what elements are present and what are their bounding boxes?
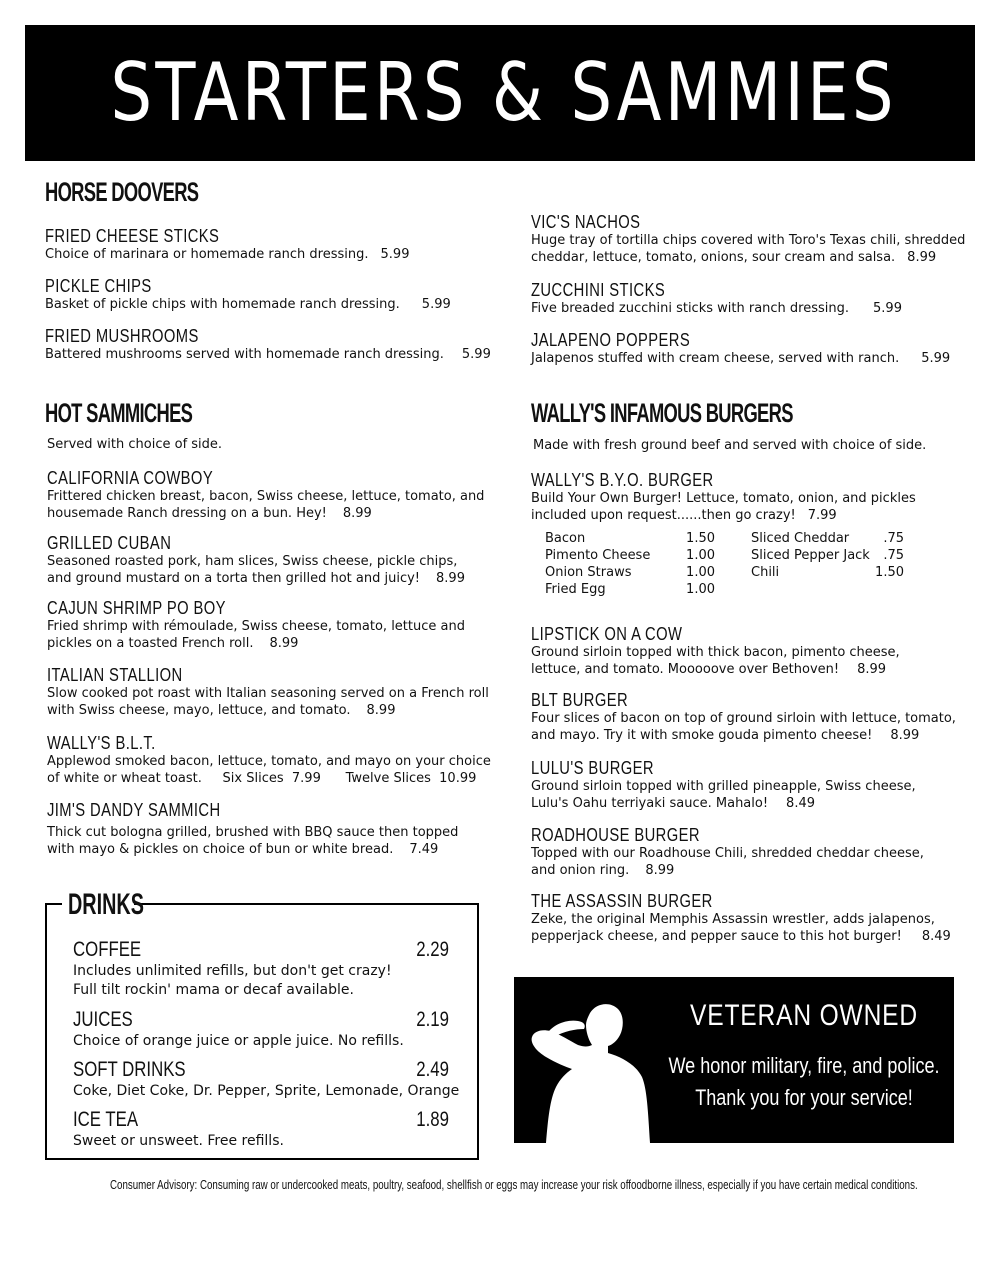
item-description: Battered mushrooms served with homemade ranch dressing. 5.99	[45, 347, 491, 362]
item-name: LULU'S BURGER	[531, 758, 654, 778]
item-description-line: and mayo. Try it with smoke gouda pimento cheese! 8.99	[531, 728, 920, 743]
item-price: 8.99	[269, 636, 299, 651]
menu-item	[47, 733, 491, 787]
consumer-advisory: Consumer Advisory: Consuming raw or undercooked meats, poultry, seafood, shellfish or eggs may increase your risk offoodborne illness, especially if you have certain medical conditions.	[110, 1178, 918, 1192]
item-name: GRILLED CUBAN	[47, 533, 172, 553]
drink-price: 2.29	[416, 938, 449, 961]
addon-row: Sliced Cheddar .75	[751, 531, 904, 546]
section-heading-hot-sammiches: HOT SAMMICHES	[45, 398, 193, 428]
item-description-line: Zeke, the original Memphis Assassin wrestler, adds jalapenos,	[531, 912, 935, 927]
addon-row: Pimento Cheese 1.00	[545, 548, 715, 563]
menu-item	[531, 212, 965, 266]
menu-item	[47, 800, 458, 858]
item-description-line: Applewod smoked bacon, lettuce, tomato, and mayo on your choice	[47, 754, 491, 769]
menu-item	[47, 665, 489, 719]
menu-item	[531, 825, 924, 879]
item-name: JALAPENO POPPERS	[531, 330, 691, 350]
item-price: 5.99	[421, 297, 451, 312]
item-price: 8.99	[342, 506, 372, 521]
item-name: THE ASSASSIN BURGER	[531, 891, 713, 911]
drink-name: COFFEE	[73, 938, 142, 961]
item-price: 5.99	[921, 351, 951, 366]
item-name: VIC'S NACHOS	[531, 212, 641, 232]
item-price: 8.99	[907, 250, 937, 265]
menu-item	[531, 624, 900, 678]
drink-description-line: Coke, Diet Coke, Dr. Pepper, Sprite, Lemonade, Orange	[73, 1083, 460, 1099]
addon-row: Bacon 1.50	[545, 531, 715, 546]
item-description-line: pepperjack cheese, and pepper sauce to this hot burger! 8.49	[531, 929, 951, 944]
menu-item	[45, 226, 409, 263]
item-price: 7.99	[807, 508, 837, 523]
drinks-heading-wrap	[62, 888, 144, 922]
item-description-line: Ground sirloin topped with grilled pineapple, Swiss cheese,	[531, 779, 916, 794]
item-price: 8.99	[645, 863, 675, 878]
item-description-line: Build Your Own Burger! Lettuce, tomato, onion, and pickles	[531, 491, 916, 506]
section-subtitle: Made with fresh ground beef and served with choice of side.	[533, 438, 927, 453]
addon-row: Onion Straws 1.00	[545, 565, 715, 580]
item-price: 8.49	[786, 796, 815, 811]
item-name: LIPSTICK ON A COW	[531, 624, 683, 644]
item-description-line: lettuce, and tomato. Mooooove over Bethoven! 8.99	[531, 662, 887, 677]
menu-item	[531, 690, 956, 744]
veteran-line-1: We honor military, fire, and police.	[668, 1053, 940, 1078]
item-description-line: Seasoned roasted pork, ham slices, Swiss cheese, pickle chips,	[47, 554, 458, 569]
drink-description-line: Sweet or unsweet. Free refills.	[73, 1133, 284, 1149]
drink-description-line: Full tilt rockin' mama or decaf available.	[73, 982, 354, 998]
item-description-line: Lulu's Oahu terriyaki sauce. Mahalo! 8.49	[531, 796, 815, 811]
item-description-line: of white or wheat toast. Six Slices 7.99 Twelve Slices 10.99	[47, 771, 477, 786]
drink-item	[73, 1058, 460, 1101]
item-description: Five breaded zucchini sticks with ranch dressing. 5.99	[531, 301, 902, 316]
item-name: ROADHOUSE BURGER	[531, 825, 700, 845]
item-description-line: Four slices of bacon on top of ground sirloin with lettuce, tomato,	[531, 711, 956, 726]
item-price: 5.99	[461, 347, 491, 362]
menu-item	[47, 468, 484, 522]
section-heading-drinks: DRINKS	[68, 888, 144, 921]
drink-price: 1.89	[416, 1108, 449, 1131]
item-price: 8.99	[436, 571, 465, 586]
item-price: 8.99	[366, 703, 396, 718]
menu-item	[45, 276, 451, 313]
item-description: Choice of marinara or homemade ranch dressing. 5.99	[45, 247, 410, 262]
section-heading-burgers: WALLY'S INFAMOUS BURGERS	[531, 398, 793, 428]
drink-name: SOFT DRINKS	[73, 1058, 186, 1081]
item-name: CALIFORNIA COWBOY	[47, 468, 214, 488]
item-description: Jalapenos stuffed with cream cheese, served with ranch. 5.99	[531, 351, 951, 366]
item-price: 8.49	[921, 929, 951, 944]
menu-item	[531, 758, 916, 812]
item-name: PICKLE CHIPS	[45, 276, 152, 296]
menu-item	[45, 326, 491, 363]
drink-item	[73, 938, 449, 1000]
item-name: FRIED MUSHROOMS	[45, 326, 199, 346]
item-description-line: with Swiss cheese, mayo, lettuce, and tomato. 8.99	[47, 703, 396, 718]
item-description-line: Huge tray of tortilla chips covered with Toro's Texas chili, shredded	[531, 233, 966, 248]
item-name: BLT BURGER	[531, 690, 629, 710]
drink-description-line: Includes unlimited refills, but don't get crazy!	[73, 963, 392, 979]
addons-left	[545, 531, 715, 599]
item-name: ZUCCHINI STICKS	[531, 280, 666, 300]
page-title: STARTERS & SAMMIES	[110, 46, 897, 139]
section-subtitle: Served with choice of side.	[47, 437, 223, 452]
item-description-line: cheddar, lettuce, tomato, onions, sour cream and salsa. 8.99	[531, 250, 937, 265]
item-price: 8.99	[890, 728, 920, 743]
item-description-line: Slow cooked pot roast with Italian seasoning served on a French roll	[47, 686, 489, 701]
menu-item	[531, 280, 902, 317]
item-description-line: Topped with our Roadhouse Chili, shredded cheddar cheese,	[531, 846, 924, 861]
veteran-line-2: Thank you for your service!	[695, 1085, 913, 1110]
addons-right	[751, 531, 904, 582]
item-description-line: and onion ring. 8.99	[531, 863, 675, 878]
item-description-line: included upon request......then go crazy! 7.99	[531, 508, 837, 523]
drink-name: ICE TEA	[73, 1108, 139, 1131]
item-description-line: Frittered chicken breast, bacon, Swiss cheese, lettuce, tomato, and	[47, 489, 485, 504]
drink-description-line: Choice of orange juice or apple juice. No refills.	[73, 1033, 404, 1049]
section-heading-horse-doovers: HORSE DOOVERS	[45, 177, 199, 207]
drink-name: JUICES	[73, 1008, 133, 1031]
item-description-line: housemade Ranch dressing on a bun. Hey! 8.99	[47, 506, 372, 521]
title-banner	[25, 25, 975, 161]
item-name: FRIED CHEESE STICKS	[45, 226, 220, 246]
drink-item	[73, 1108, 449, 1151]
item-price: 5.99	[873, 301, 902, 316]
menu-item	[531, 891, 951, 945]
item-price: 8.99	[857, 662, 887, 677]
item-description: Basket of pickle chips with homemade ranch dressing. 5.99	[45, 297, 451, 312]
item-description-line: and ground mustard on a torta then grilled hot and juicy! 8.99	[47, 571, 465, 586]
menu-item	[531, 330, 950, 367]
veteran-title: VETERAN OWNED	[690, 999, 918, 1032]
item-description-line: Ground sirloin topped with thick bacon, pimento cheese,	[531, 645, 900, 660]
addon-row: Fried Egg 1.00	[545, 582, 715, 597]
item-description-line: Fried shrimp with rémoulade, Swiss cheese, tomato, lettuce and	[47, 619, 465, 634]
item-name: CAJUN SHRIMP PO BOY	[47, 598, 226, 618]
drink-price: 2.19	[416, 1008, 449, 1031]
item-description-line: Thick cut bologna grilled, brushed with BBQ sauce then topped	[47, 825, 459, 840]
drink-price: 2.49	[416, 1058, 449, 1081]
item-description-line: pickles on a toasted French roll. 8.99	[47, 636, 299, 651]
item-name: ITALIAN STALLION	[47, 665, 183, 685]
item-price: 5.99	[380, 247, 410, 262]
item-name: JIM'S DANDY SAMMICH	[47, 800, 221, 820]
menu-item	[47, 598, 465, 652]
menu-item	[47, 533, 465, 587]
item-name: WALLY'S B.L.T.	[47, 733, 156, 753]
veteran-owned-box	[514, 977, 954, 1143]
item-name: WALLY'S B.Y.O. BURGER	[531, 470, 714, 490]
drink-item	[73, 1008, 449, 1051]
addon-row: Chili 1.50	[751, 565, 904, 580]
item-description-line: with mayo & pickles on choice of bun or white bread. 7.49	[47, 842, 439, 857]
menu-item-byo	[531, 470, 916, 524]
addon-row: Sliced Pepper Jack .75	[751, 548, 904, 563]
item-price: 7.49	[409, 842, 439, 857]
